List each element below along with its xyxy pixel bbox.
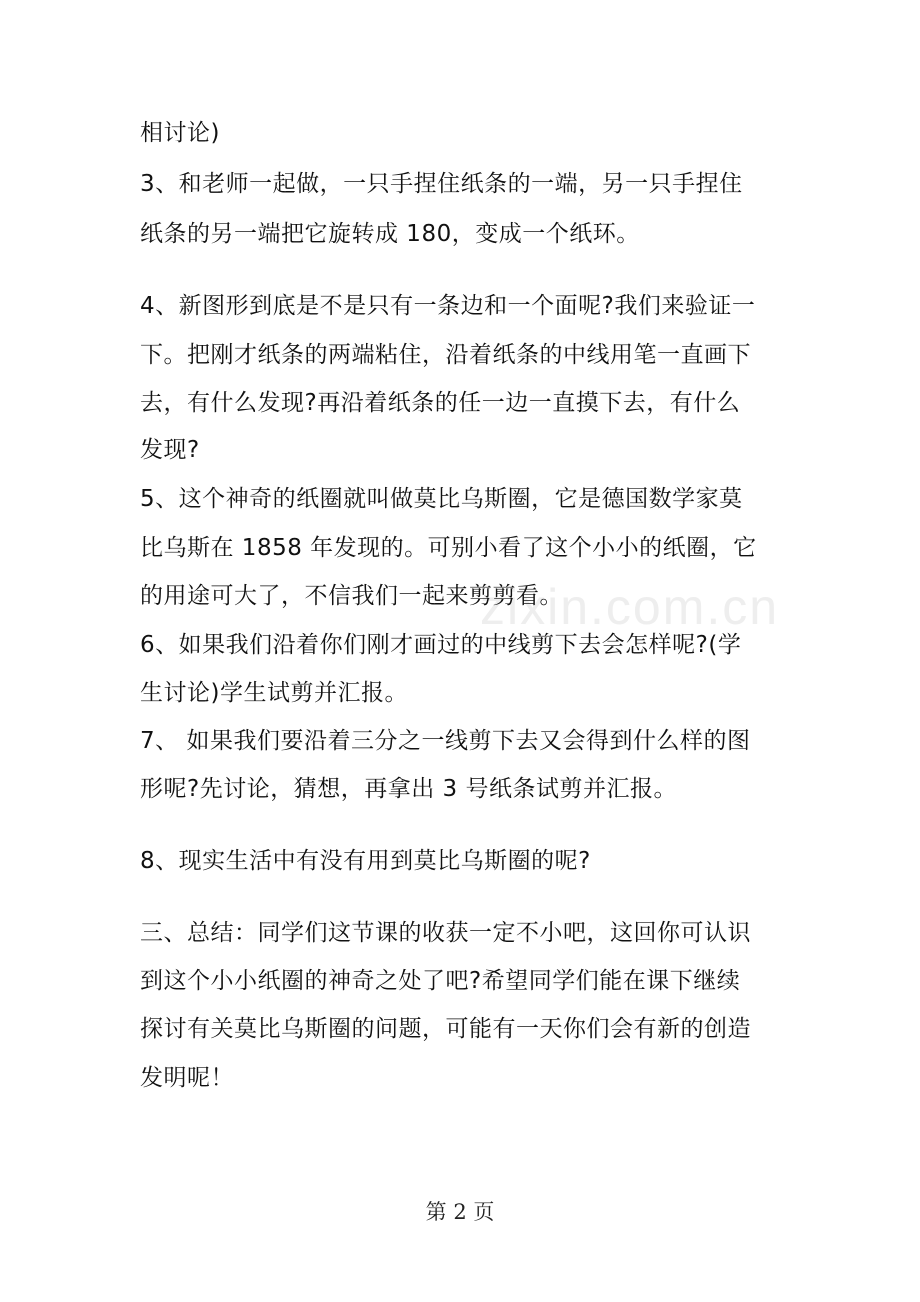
text-line: 8、现实生活中有没有用到莫比乌斯圈的呢? <box>140 848 591 874</box>
text-line: 去，有什么发现?再沿着纸条的任一边一直摸下去，有什么 <box>140 390 741 416</box>
text-line: 发明呢！ <box>140 1065 234 1091</box>
text-line: 相讨论) <box>140 120 220 146</box>
text-line: 4、新图形到底是不是只有一条边和一个面呢?我们来验证一 <box>140 293 756 319</box>
text-line: 5、这个神奇的纸圈就叫做莫比乌斯圈，它是德国数学家莫 <box>140 486 743 512</box>
watermark: zixin.com.cn <box>480 579 780 635</box>
text-line: 比乌斯在 1858 年发现的。可别小看了这个小小的纸圈，它 <box>140 535 757 561</box>
text-line: 下。把刚才纸条的两端粘住，沿着纸条的中线用笔一直画下 <box>140 342 751 368</box>
text-line: 纸条的另一端把它旋转成 180，变成一个纸环。 <box>140 221 640 247</box>
text-line: 3、和老师一起做，一只手捏住纸条的一端，另一只手捏住 <box>140 171 743 197</box>
text-line: 三、总结：同学们这节课的收获一定不小吧，这回你可认识 <box>140 920 751 946</box>
text-line: 探讨有关莫比乌斯圈的问题，可能有一天你们会有新的创造 <box>140 1016 751 1042</box>
text-line: 6、如果我们沿着你们刚才画过的中线剪下去会怎样呢?(学 <box>140 632 742 658</box>
text-line: 7、 如果我们要沿着三分之一线剪下去又会得到什么样的图 <box>140 728 751 754</box>
text-line: 生讨论)学生试剪并汇报。 <box>140 680 408 706</box>
page-number: 第 2 页 <box>425 1200 495 1224</box>
text-line: 的用途可大了，不信我们一起来剪剪看。 <box>140 583 563 609</box>
text-line: 形呢?先讨论，猜想，再拿出 3 号纸条试剪并汇报。 <box>140 776 677 802</box>
text-line: 到这个小小纸圈的神奇之处了吧?希望同学们能在课下继续 <box>140 968 741 994</box>
text-line: 发现? <box>140 437 200 463</box>
